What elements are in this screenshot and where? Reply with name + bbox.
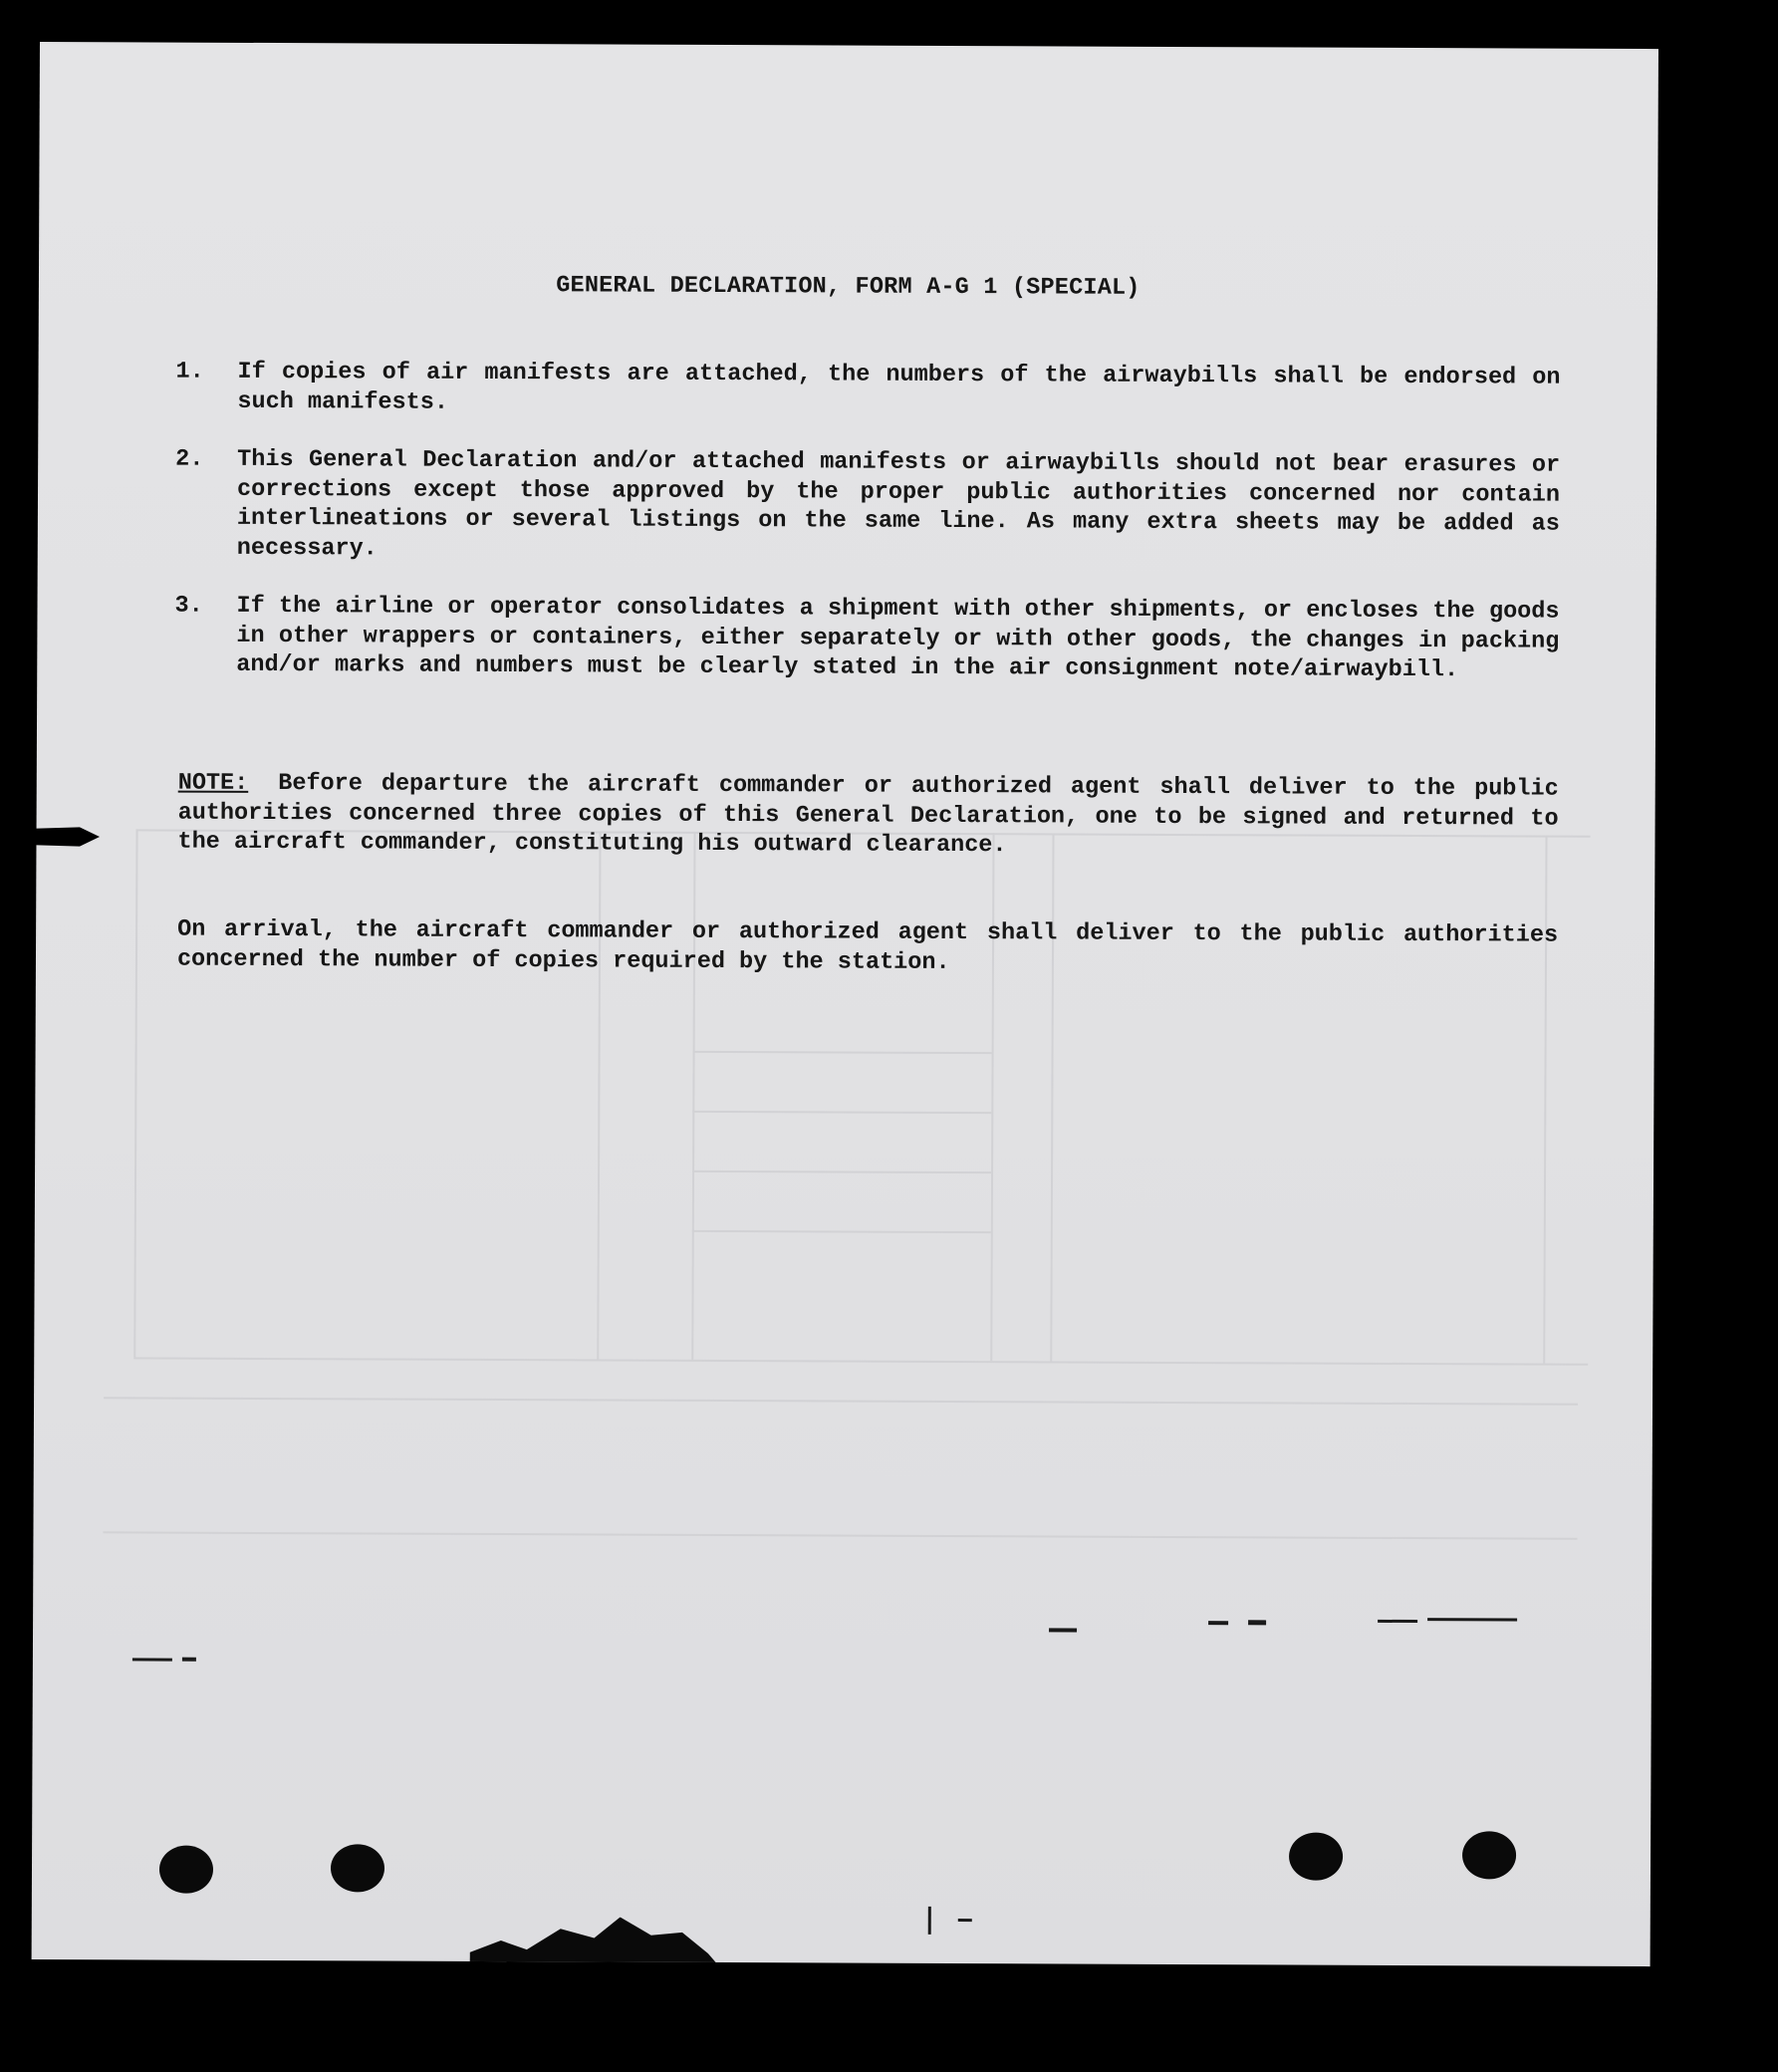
ink-speck: [1049, 1628, 1077, 1632]
ink-speck: [182, 1658, 196, 1662]
arrival-paragraph: On arrival, the aircraft commander or authorized agent shall deliver to the public authorities concerned the number of copies required by the station.: [176, 915, 1559, 976]
ink-speck: [1427, 1618, 1517, 1621]
note-text: Before departure the aircraft commander or authorized agent shall deliver to the public authorities concerned three copies of this General Declaration, one to be signed and returned to the aircraft commander, constituting his outward clearance.: [177, 770, 1559, 860]
ink-speck: [1208, 1621, 1228, 1625]
instruction-item-3: [174, 592, 1559, 686]
punch-hole: [1462, 1831, 1516, 1879]
ink-speck: [1378, 1620, 1417, 1623]
item-number: 2.: [175, 445, 204, 473]
form-title: GENERAL DECLARATION, FORM A-G 1 (SPECIAL): [556, 272, 1141, 302]
ink-speck: [132, 1658, 172, 1661]
ink-speck: [928, 1907, 931, 1935]
note-label: NOTE:: [177, 769, 249, 797]
punch-hole: [331, 1844, 384, 1892]
paper-sheet: [32, 42, 1658, 1966]
item-text: If copies of air manifests are attached, the numbers of the airwaybills shall be endorsed on such manifests.: [237, 358, 1561, 416]
punch-hole: [159, 1846, 213, 1894]
ink-speck: [958, 1919, 972, 1922]
instruction-item-1: [175, 358, 1560, 422]
item-text: If the airline or operator consolidates a shipment with other shipments, or encloses the goods in other wrappers or containers, either separately or with other goods, the changes in packing and/or marks and numbers must be clearly stated in the air consignment note/airwaybill.: [236, 592, 1560, 684]
punch-hole: [1289, 1832, 1343, 1880]
declaration-text-block: [32, 42, 1658, 1966]
item-number: 3.: [174, 592, 203, 620]
instruction-item-2: [175, 445, 1561, 569]
departure-note: [177, 769, 1558, 864]
ink-speck: [1248, 1620, 1266, 1625]
item-number: 1.: [175, 358, 204, 386]
item-text: This General Declaration and/or attached manifests or airwaybills should not bear erasures or corrections except those approved by the proper public authorities concerned nor contain interlineations or several listings on the same line. As many extra sheets may be added as necessary.: [236, 445, 1561, 562]
